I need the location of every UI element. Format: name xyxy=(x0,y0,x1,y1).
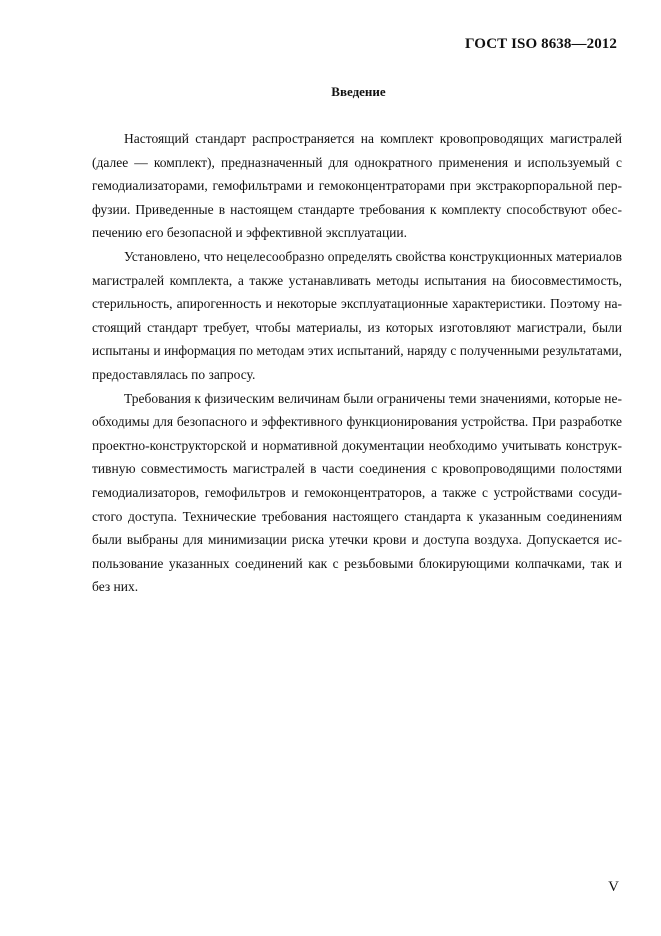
page-number: V xyxy=(608,879,619,895)
body-text xyxy=(92,127,622,599)
paragraph-scope: Настоящий стандарт распространяется на комплект кровопроводящих магистралей (далее — комплект), предназначенный для однократного применения и используемый с гемодиализаторами, гемофильтрами и гемоконцентраторами при экстракорпоральной перфузии. Приведенные в настоящем стандарте требования к комплекту способствуют обеспечению его безопасной и эффективной эксплуатации. xyxy=(92,131,622,241)
paragraph-requirements: Требования к физическим величинам были ограничены теми значениями, которые необходимы для безопасного и эффективного функционирования устройства. При разработке проектно-конструкторской и нормативной документации необходимо учитывать конструктивную совместимость магистралей в части соединения с кровопроводящими полостями гемодиализаторов, гемофильтров и гемоконцентраторов, а также с устройствами сосудистого доступа. Технические требования настоящего стандарта к указанным соединениям были выбраны для минимизации риска утечки крови и доступа воздуха. Допускается использование указанных соединений как с резьбовыми блокирующими колпачками, так и без них. xyxy=(92,390,622,595)
document-code: ГОСТ ISO 8638—2012 xyxy=(464,36,617,52)
section-title: Введение xyxy=(331,84,386,99)
paragraph-materials: Установлено, что нецелесообразно определять свойства конструкционных материалов магистралей комплекта, а также устанавливать методы испытания на биосовместимость, стерильность, апирогенность и некоторые эксплуатационные характеристики. Поэтому настоящий стандарт требует, чтобы материалы, из которых изготовляют магистрали, были испытаны и информация по методам этих испытаний, наряду с полученными результатами, предоставлялась по запросу. xyxy=(92,248,622,382)
